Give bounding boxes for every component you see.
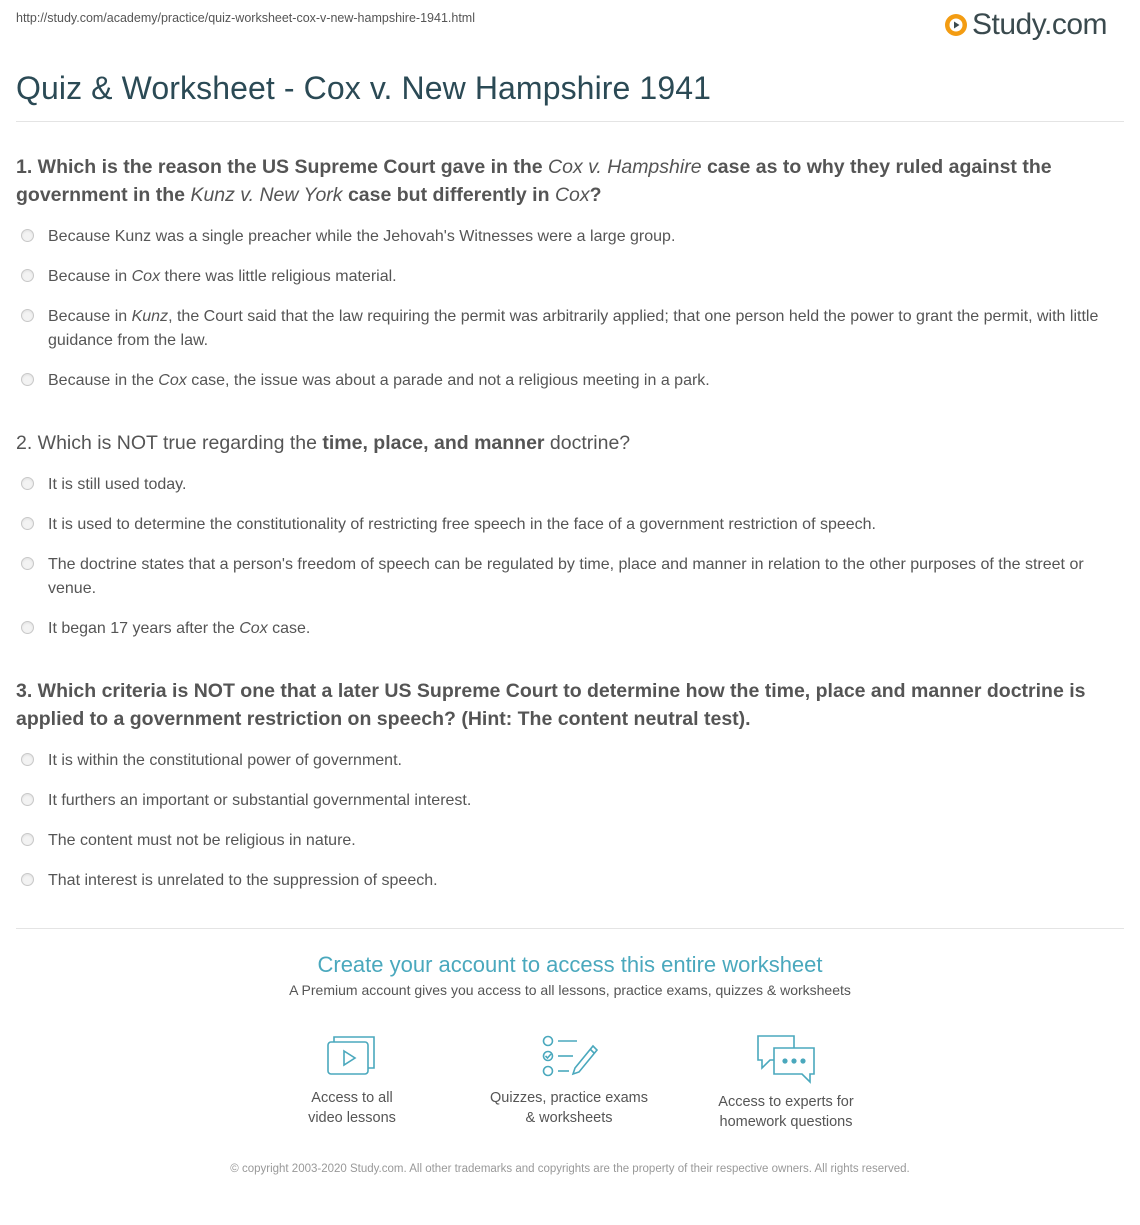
text-run: case, the issue was about a parade and not a religious meeting in a park. — [186, 372, 710, 389]
feature-quizzes — [469, 1032, 669, 1128]
page-title: Quiz & Worksheet - Cox v. New Hampshire 1941 — [16, 70, 712, 106]
page-url: http://study.com/academy/practice/quiz-worksheet-cox-v-new-hampshire-1941.html — [16, 11, 475, 25]
radio-button[interactable] — [21, 621, 34, 634]
study-logo[interactable] — [944, 8, 1107, 42]
answer-option[interactable] — [21, 473, 1111, 497]
answer-text — [48, 617, 310, 641]
title-divider — [16, 121, 1124, 122]
radio-button[interactable] — [21, 873, 34, 886]
answer-option[interactable] — [21, 869, 1111, 893]
answer-text — [48, 265, 397, 289]
text-run: Because in the — [48, 372, 159, 389]
cta-divider — [16, 928, 1124, 929]
quiz-checklist-icon — [539, 1032, 599, 1080]
radio-button[interactable] — [21, 557, 34, 570]
italic-text: Cox — [158, 372, 187, 389]
radio-button[interactable] — [21, 269, 34, 282]
plain-text: doctrine? — [544, 432, 631, 454]
text-run: It is within the constitutional power of government. — [48, 752, 402, 769]
italic-text: Cox — [239, 620, 268, 637]
chat-bubbles-icon — [754, 1032, 818, 1084]
answer-option[interactable] — [21, 369, 1111, 393]
logo-text: Study.com — [972, 8, 1107, 41]
text-run: The doctrine states that a person's freedom of speech can be regulated by time, place and manner in relation to the other purposes of the street or venue. — [48, 556, 1084, 597]
radio-button[interactable] — [21, 793, 34, 806]
question-1 — [16, 153, 1116, 209]
question-3 — [16, 677, 1116, 733]
text-run: there was little religious material. — [160, 268, 397, 285]
radio-button[interactable] — [21, 229, 34, 242]
feature-experts — [686, 1032, 886, 1132]
answer-text — [48, 789, 471, 813]
answer-text — [48, 513, 876, 537]
radio-button[interactable] — [21, 477, 34, 490]
copyright-notice: © copyright 2003-2020 Study.com. All other trademarks and copyrights are the property of their respective owners. All rights reserved. — [230, 1163, 910, 1175]
text-run: Because in — [48, 268, 132, 285]
answer-option[interactable] — [21, 829, 1111, 853]
italic-text: Kunz v. New York — [190, 184, 343, 206]
answer-text — [48, 305, 1111, 353]
feature-video-lessons — [252, 1032, 452, 1128]
answer-text — [48, 473, 186, 497]
answer-option[interactable] — [21, 513, 1111, 537]
answer-option[interactable] — [21, 553, 1111, 601]
radio-button[interactable] — [21, 309, 34, 322]
answer-option[interactable] — [21, 789, 1111, 813]
question-2 — [16, 429, 1116, 457]
text-run: time, place, and manner — [322, 432, 545, 454]
text-run: case. — [267, 620, 311, 637]
text-run: It is still used today. — [48, 476, 187, 493]
feature-label: Access to all video lessons — [308, 1090, 396, 1126]
answer-option[interactable] — [21, 305, 1111, 353]
italic-text: Kunz — [131, 308, 169, 325]
answer-text — [48, 749, 402, 773]
feature-label: Quizzes, practice exams & worksheets — [490, 1090, 648, 1126]
answer-text — [48, 225, 675, 249]
text-run: 3. Which criteria is NOT one that a later US Supreme Court to determine how the time, place and manner doctrine is applied to a government restriction on speech? (Hint: The content neutral test). — [16, 680, 1086, 730]
radio-button[interactable] — [21, 517, 34, 530]
text-run: Because in — [48, 308, 132, 325]
feature-label: Access to experts for homework questions — [718, 1094, 854, 1130]
text-run: case as to why they ruled against the government in the — [16, 156, 1052, 206]
answer-text — [48, 829, 356, 853]
create-account-link[interactable]: Create your account to access this entire worksheet — [317, 952, 823, 977]
text-run: The content must not be religious in nature. — [48, 832, 356, 849]
italic-text: Cox — [554, 184, 590, 206]
text-run: It is used to determine the constitutionality of restricting free speech in the face of a government restriction of speech. — [48, 516, 876, 533]
plain-text: 2. Which is NOT true regarding the — [16, 432, 323, 454]
video-lessons-icon — [324, 1032, 380, 1080]
answer-text — [48, 869, 438, 893]
answer-text — [48, 553, 1111, 601]
answer-option[interactable] — [21, 617, 1111, 641]
answer-text — [48, 369, 710, 393]
text-run: That interest is unrelated to the suppression of speech. — [48, 872, 438, 889]
text-run: case but differently in — [342, 184, 555, 206]
radio-button[interactable] — [21, 753, 34, 766]
radio-button[interactable] — [21, 833, 34, 846]
italic-text: Cox — [131, 268, 161, 285]
text-run: Because Kunz was a single preacher while the Jehovah's Witnesses were a large group. — [48, 228, 676, 245]
radio-button[interactable] — [21, 373, 34, 386]
italic-text: Cox v. Hampshire — [548, 156, 702, 178]
text-run: It furthers an important or substantial governmental interest. — [48, 792, 472, 809]
answer-option[interactable] — [21, 225, 1111, 249]
text-run: ? — [589, 184, 602, 206]
text-run: , the Court said that the law requiring the permit was arbitrarily applied; that one person held the power to grant the permit, with little guidance from the law. — [48, 308, 1099, 349]
play-icon — [944, 13, 968, 37]
text-run: It began 17 years after the — [48, 620, 240, 637]
text-run: 1. Which is the reason the US Supreme Court gave in the — [16, 156, 549, 178]
answer-option[interactable] — [21, 749, 1111, 773]
answer-option[interactable] — [21, 265, 1111, 289]
cta-subtitle: A Premium account gives you access to all lessons, practice exams, quizzes & worksheets — [289, 982, 851, 998]
